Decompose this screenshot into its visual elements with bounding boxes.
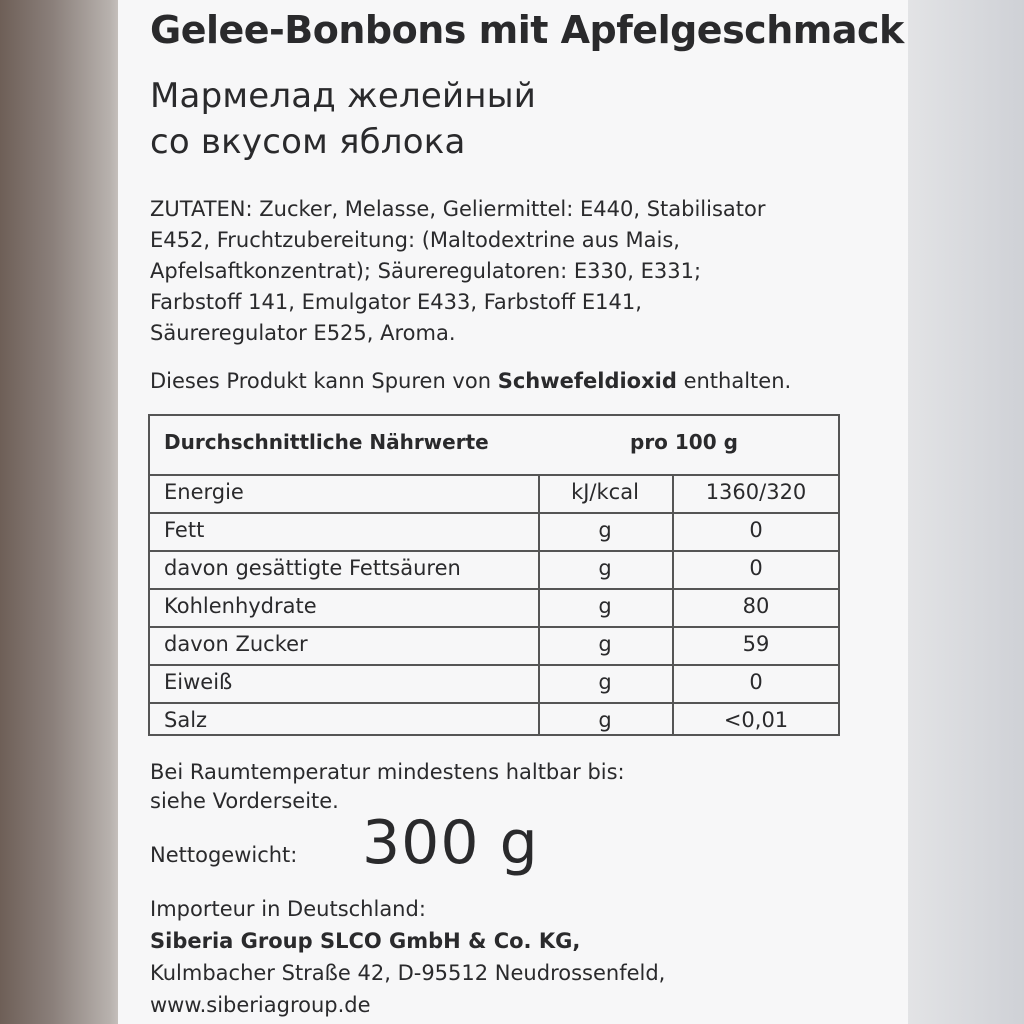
nutrient-name: Energie — [164, 480, 244, 504]
nutrition-table — [148, 414, 840, 736]
nutrient-name: Kohlenhydrate — [164, 594, 317, 618]
table-row — [150, 512, 838, 552]
importer-website: www.siberiagroup.de — [150, 993, 371, 1017]
table-row — [150, 626, 838, 666]
nutrient-name: Eiweiß — [164, 670, 233, 694]
allergen-substance: Schwefeldioxid — [497, 369, 677, 393]
nutrient-unit: kJ/kcal — [571, 480, 639, 504]
nutrient-value: 0 — [749, 556, 763, 580]
ingredients-line: Apfelsaftkonzentrat); Säureregulatoren: E330, E331; — [150, 259, 702, 283]
nutrient-name: Fett — [164, 518, 205, 542]
table-row — [150, 588, 838, 628]
importer-label: Importeur in Deutschland: — [150, 897, 426, 921]
nutrient-name: Salz — [164, 708, 208, 732]
product-title-ru-line1: Мармелад желейный — [150, 76, 537, 116]
nutrient-unit: g — [598, 518, 612, 542]
net-weight-value: 300 g — [362, 808, 539, 878]
allergen-prefix: Dieses Produkt kann Spuren von — [150, 369, 498, 393]
product-title-ru-line2: со вкусом яблока — [150, 122, 466, 162]
background-left — [0, 0, 130, 1024]
nutrient-unit: g — [598, 594, 612, 618]
nutrient-value: 0 — [749, 518, 763, 542]
ingredients-line: ZUTATEN: Zucker, Melasse, Geliermittel: E440, Stabilisator — [150, 197, 766, 221]
nutrient-unit: g — [598, 670, 612, 694]
allergen-suffix: enthalten. — [676, 369, 792, 393]
nutrient-value: 1360/320 — [705, 480, 807, 504]
nutrient-unit: g — [598, 708, 612, 732]
nutrient-value: 59 — [742, 632, 770, 656]
ingredients-line: E452, Fruchtzubereitung: (Maltodextrine aus Mais, — [150, 228, 680, 252]
storage-info: Bei Raumtemperatur mindestens haltbar bis: — [150, 760, 625, 784]
nutrition-table-header — [150, 416, 838, 476]
nutrition-header-per: pro 100 g — [630, 430, 738, 454]
importer-address: Kulmbacher Straße 42, D-95512 Neudrossenfeld, — [150, 961, 666, 985]
nutrient-value: <0,01 — [723, 708, 789, 732]
table-row — [150, 474, 838, 514]
product-label — [118, 0, 908, 1024]
storage-info: siehe Vorderseite. — [150, 789, 339, 813]
nutrient-name: davon Zucker — [164, 632, 308, 656]
table-row — [150, 664, 838, 704]
nutrient-value: 80 — [742, 594, 770, 618]
importer-name: Siberia Group SLCO GmbH & Co. KG, — [150, 929, 581, 953]
nutrition-header-label: Durchschnittliche Nährwerte — [164, 430, 489, 454]
table-row — [150, 550, 838, 590]
product-title-de: Gelee-Bonbons mit Apfelgeschmack — [150, 8, 904, 52]
nutrient-unit: g — [598, 632, 612, 656]
ingredients-line: Säureregulator E525, Aroma. — [150, 321, 456, 345]
ingredients-line: Farbstoff 141, Emulgator E433, Farbstoff E141, — [150, 290, 642, 314]
net-weight-label: Nettogewicht: — [150, 843, 298, 867]
nutrient-unit: g — [598, 556, 612, 580]
nutrient-value: 0 — [749, 670, 763, 694]
table-row — [150, 702, 838, 734]
nutrient-name: davon gesättigte Fettsäuren — [164, 556, 461, 580]
allergen-notice — [150, 366, 791, 396]
